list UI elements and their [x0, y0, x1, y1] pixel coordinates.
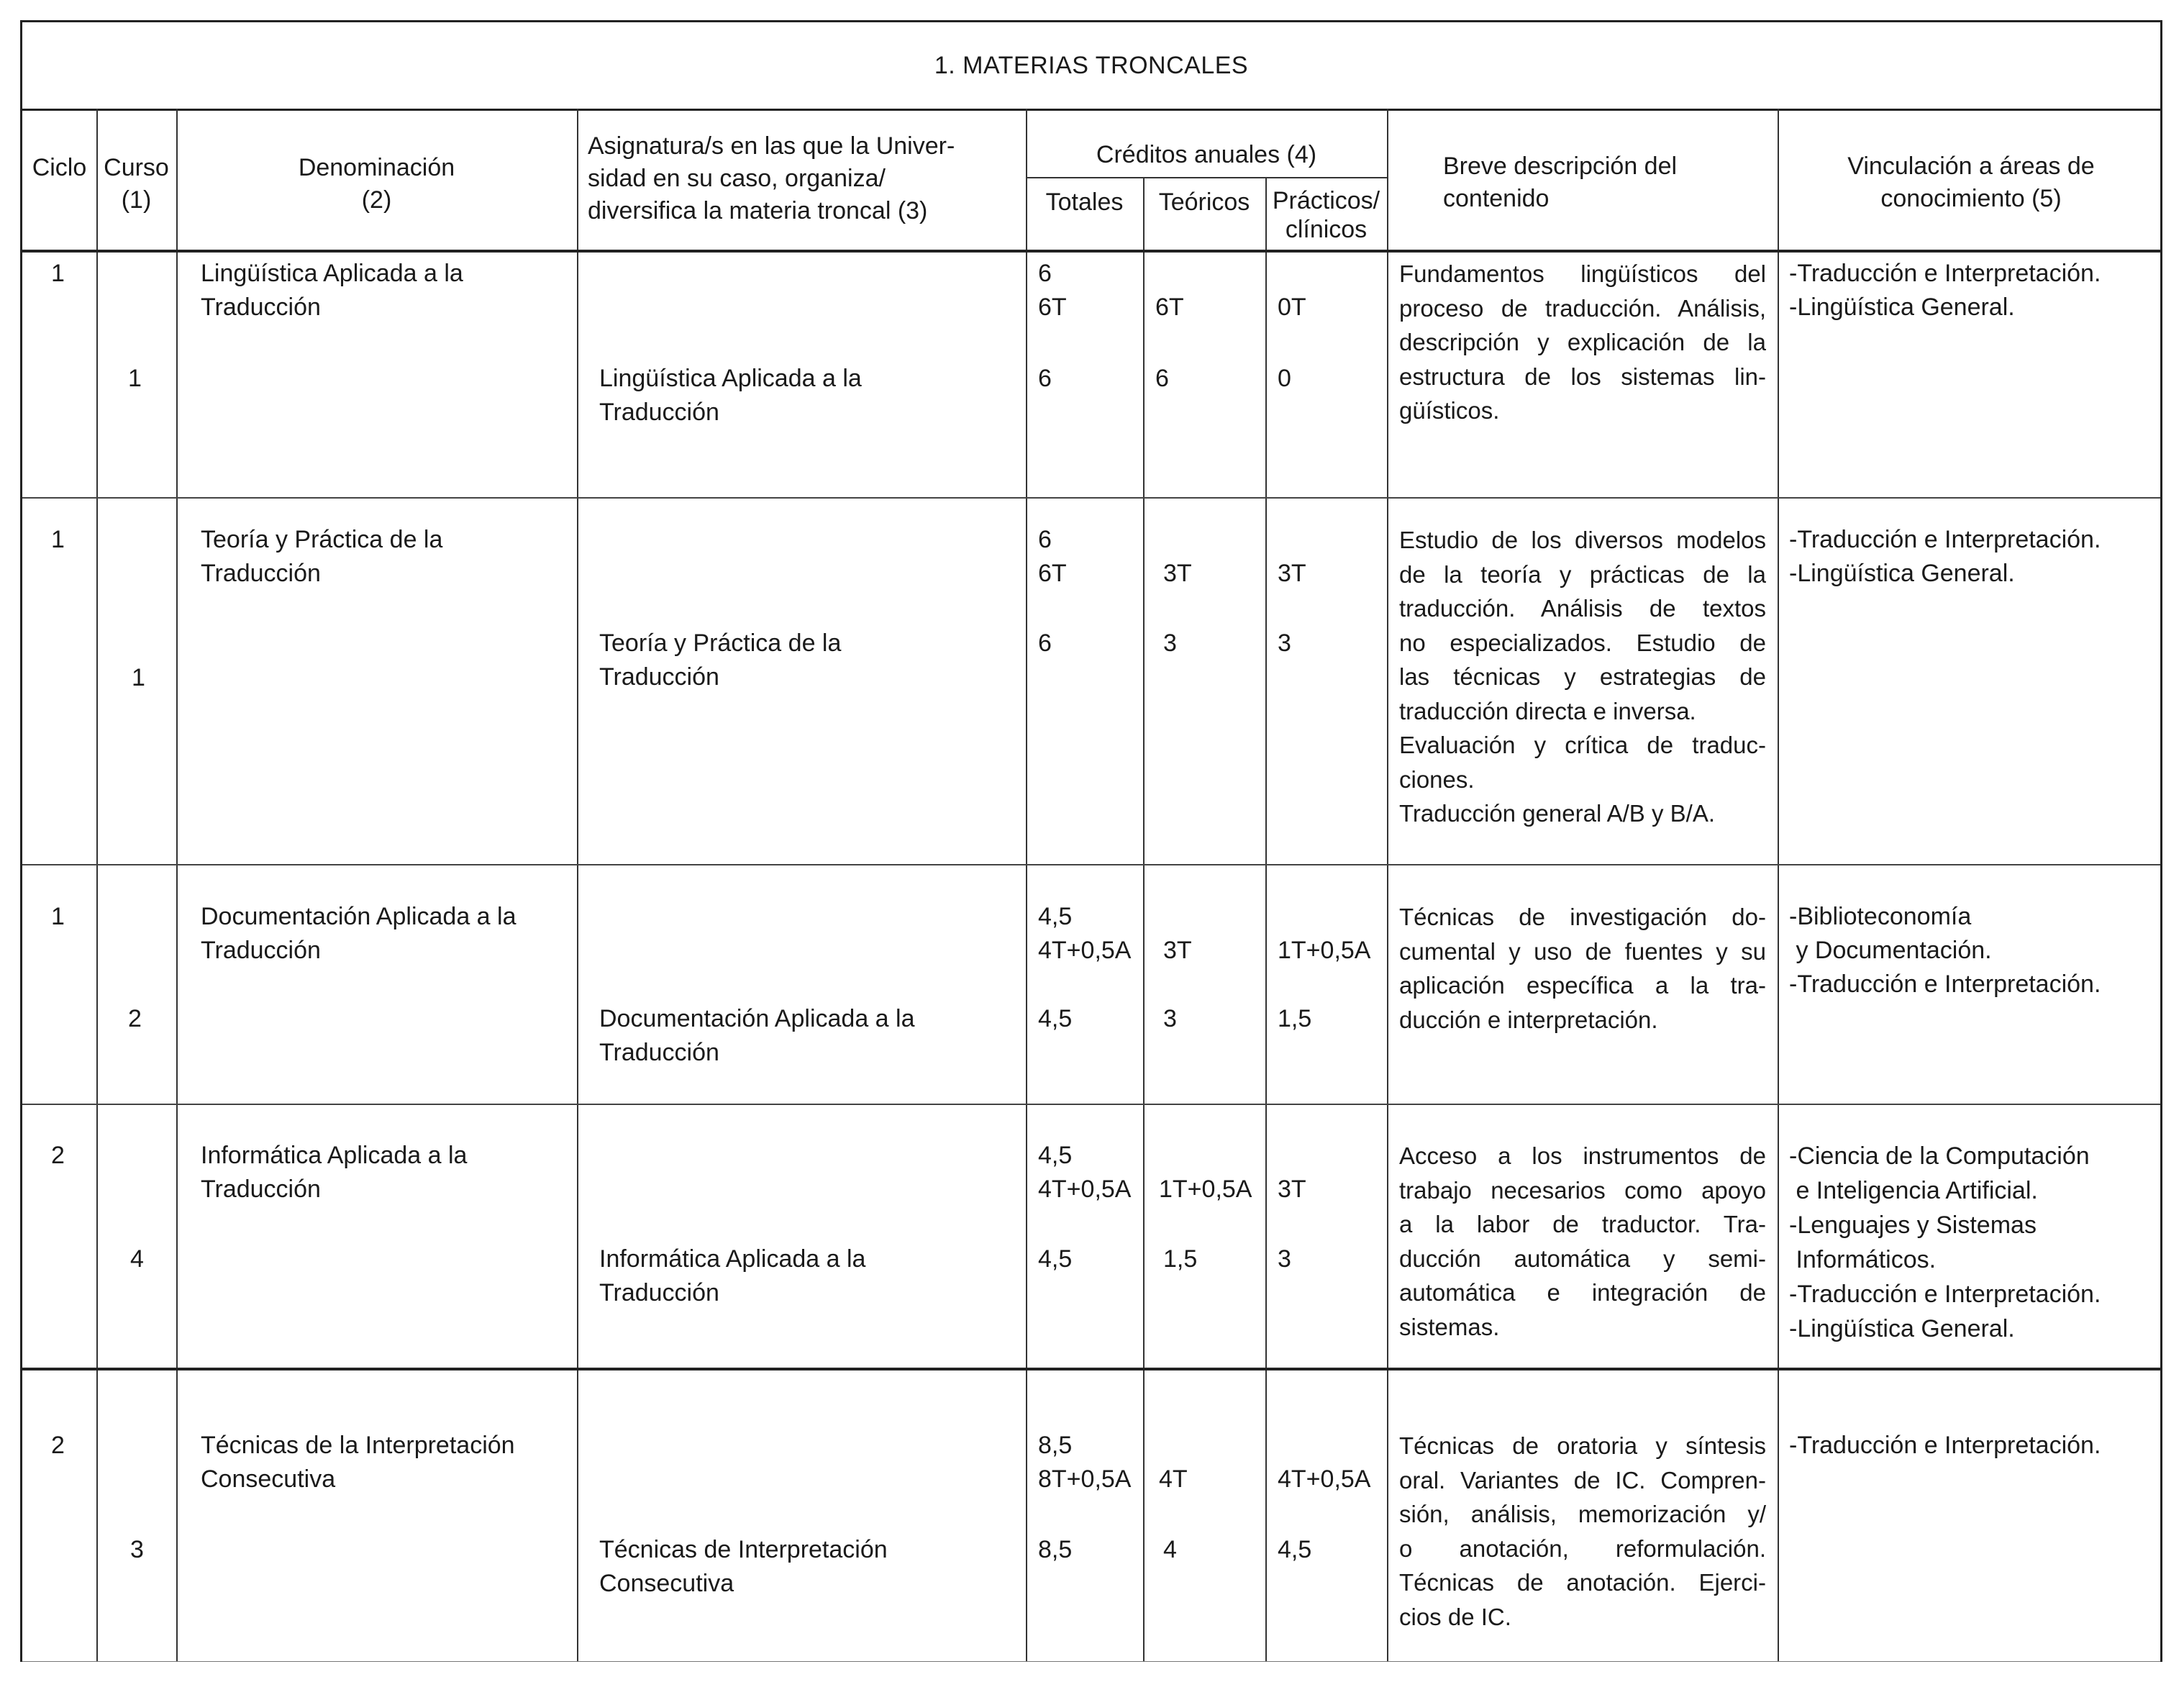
- header-asignaturas: Asignatura/s en las que la Univer- sidad en su caso, organiza/ diversifica la materia troncal (3): [588, 132, 955, 224]
- cell-totales: 6 6T: [1038, 260, 1067, 321]
- header-descripcion: Breve descripción del contenido: [1443, 153, 1678, 212]
- cell-totales-asignatura: 4,5: [1038, 1245, 1073, 1273]
- cell-totales: 6 6T: [1038, 526, 1067, 587]
- column-divider: [96, 109, 98, 1662]
- cell-asignatura: Técnicas de Interpretación Consecutiva: [599, 1536, 888, 1597]
- cell-descripcion: Estudio de los diversos modelos de la teoría y prácticas de la traducción. Análisis de textos no especializados. Estudio de las técnicas y estrategias de traducción directa e inversa. Evaluación y crítica de traduc- ciones. Traducción general A/B y B/A.: [1399, 527, 1766, 827]
- cell-practicos: 3T: [1278, 1176, 1306, 1203]
- cell-practicos: 3T: [1278, 560, 1306, 587]
- column-divider: [577, 109, 578, 1662]
- cell-curso: 4: [130, 1245, 144, 1273]
- cell-practicos-asignatura: 3: [1278, 1245, 1291, 1273]
- cell-descripcion: Técnicas de oratoria y síntesis oral. Variantes de IC. Compren- sión, análisis, memorización y/ o anotación, reformulación. Técnicas de anotación. Ejerci- cios de IC.: [1399, 1432, 1766, 1630]
- column-divider: [1778, 109, 1779, 1662]
- cell-teoricos-asignatura: 4: [1163, 1536, 1177, 1563]
- cell-totales-asignatura: 6: [1038, 629, 1052, 657]
- cell-asignatura: Documentación Aplicada a la Traducción: [599, 1005, 915, 1066]
- cell-practicos: 0T: [1278, 294, 1306, 321]
- column-divider: [1387, 109, 1388, 1662]
- cell-vinculacion: -Biblioteconomía y Documentación. -Traducción e Interpretación.: [1789, 903, 2101, 998]
- cell-vinculacion: -Traducción e Interpretación. -Lingüística General.: [1789, 260, 2101, 321]
- cell-teoricos: 4T: [1159, 1465, 1188, 1493]
- cell-curso: 3: [130, 1536, 144, 1563]
- header-bottom-rule: [22, 250, 2160, 253]
- cell-denominacion: Lingüística Aplicada a la Traducción: [201, 260, 463, 321]
- cell-asignatura: Teoría y Práctica de la Traducción: [599, 629, 842, 691]
- header-teoricos: Teóricos: [1158, 188, 1250, 216]
- cell-teoricos: 1T+0,5A: [1159, 1176, 1252, 1203]
- cell-teoricos-asignatura: 3: [1163, 629, 1177, 657]
- cell-ciclo: 1: [51, 260, 65, 287]
- cell-curso: 1: [128, 365, 142, 392]
- column-divider: [1265, 177, 1267, 1662]
- cell-teoricos-asignatura: 1,5: [1163, 1245, 1198, 1273]
- cell-totales-asignatura: 6: [1038, 365, 1052, 392]
- cell-teoricos: 3T: [1163, 560, 1192, 587]
- cell-teoricos: 3T: [1163, 937, 1192, 964]
- cell-teoricos-asignatura: 3: [1163, 1005, 1177, 1032]
- cell-teoricos-asignatura: 6: [1155, 365, 1169, 392]
- credits-subheader-line: [1026, 177, 1387, 178]
- row-separator: [22, 864, 2160, 865]
- header-creditos: Créditos anuales (4): [1096, 141, 1317, 168]
- cell-ciclo: 2: [51, 1432, 65, 1459]
- header-ciclo: Ciclo: [32, 154, 87, 181]
- cell-vinculacion: -Ciencia de la Computación e Inteligencia Artificial. -Lenguajes y Sistemas Informáticos. -Traducción e Interpretación. -Lingüística General.: [1789, 1142, 2101, 1342]
- header-practicos: Prácticos/ clínicos: [1272, 187, 1380, 243]
- cell-asignatura: Lingüística Aplicada a la Traducción: [599, 365, 862, 426]
- cell-denominacion: Informática Aplicada a la Traducción: [201, 1142, 468, 1203]
- header-curso: Curso (1): [104, 154, 169, 214]
- cell-practicos: 1T+0,5A: [1278, 937, 1371, 964]
- table-bottom: [22, 1661, 2160, 1662]
- column-divider: [1026, 109, 1027, 1662]
- cell-totales: 8,5 8T+0,5A: [1038, 1432, 1132, 1493]
- cell-practicos: 4T+0,5A: [1278, 1465, 1371, 1493]
- cell-denominacion: Documentación Aplicada a la Traducción: [201, 903, 517, 964]
- cell-practicos-asignatura: 0: [1278, 365, 1291, 392]
- header-vinculacion: Vinculación a áreas de conocimiento (5): [1847, 153, 2095, 212]
- cell-practicos-asignatura: 1,5: [1278, 1005, 1312, 1032]
- cell-ciclo: 1: [51, 526, 65, 553]
- cell-ciclo: 2: [51, 1142, 65, 1169]
- cell-curso: 2: [128, 1005, 142, 1032]
- cell-practicos-asignatura: 3: [1278, 629, 1291, 657]
- column-divider: [1143, 177, 1145, 1662]
- cell-descripcion: Fundamentos lingüísticos del proceso de traducción. Análisis, descripción y explicación de la estructura de los sistemas lin- güísticos.: [1399, 260, 1766, 424]
- row-separator: [22, 1368, 2160, 1370]
- cell-vinculacion: -Traducción e Interpretación.: [1789, 1432, 2101, 1459]
- cell-denominacion: Técnicas de la Interpretación Consecutiva: [201, 1432, 515, 1493]
- cell-totales: 4,5 4T+0,5A: [1038, 903, 1132, 964]
- document-table: [20, 20, 2162, 1662]
- cell-teoricos: 6T: [1155, 294, 1184, 321]
- cell-denominacion: Teoría y Práctica de la Traducción: [201, 526, 443, 587]
- header-denominacion: Denominación (2): [298, 154, 455, 214]
- cell-totales-asignatura: 4,5: [1038, 1005, 1073, 1032]
- cell-totales-asignatura: 8,5: [1038, 1536, 1073, 1563]
- table-title: 1. MATERIAS TRONCALES: [22, 22, 2160, 111]
- row-separator: [22, 497, 2160, 499]
- cell-ciclo: 1: [51, 903, 65, 930]
- cell-totales: 4,5 4T+0,5A: [1038, 1142, 1132, 1203]
- cell-descripcion: Técnicas de investigación do- cumental y uso de fuentes y su aplicación específica a la tra- ducción e interpretación.: [1399, 904, 1766, 1033]
- cell-descripcion: Acceso a los instrumentos de trabajo necesarios como apoyo a la labor de traductor. Tra- ducción automática y semi- automática e integración de sistemas.: [1399, 1142, 1766, 1340]
- cell-practicos-asignatura: 4,5: [1278, 1536, 1312, 1563]
- header-totales: Totales: [1045, 188, 1124, 216]
- row-separator: [22, 1104, 2160, 1105]
- cell-asignatura: Informática Aplicada a la Traducción: [599, 1245, 866, 1306]
- column-divider: [176, 109, 178, 1662]
- cell-curso: 1: [132, 664, 145, 691]
- cell-vinculacion: -Traducción e Interpretación. -Lingüística General.: [1789, 526, 2101, 587]
